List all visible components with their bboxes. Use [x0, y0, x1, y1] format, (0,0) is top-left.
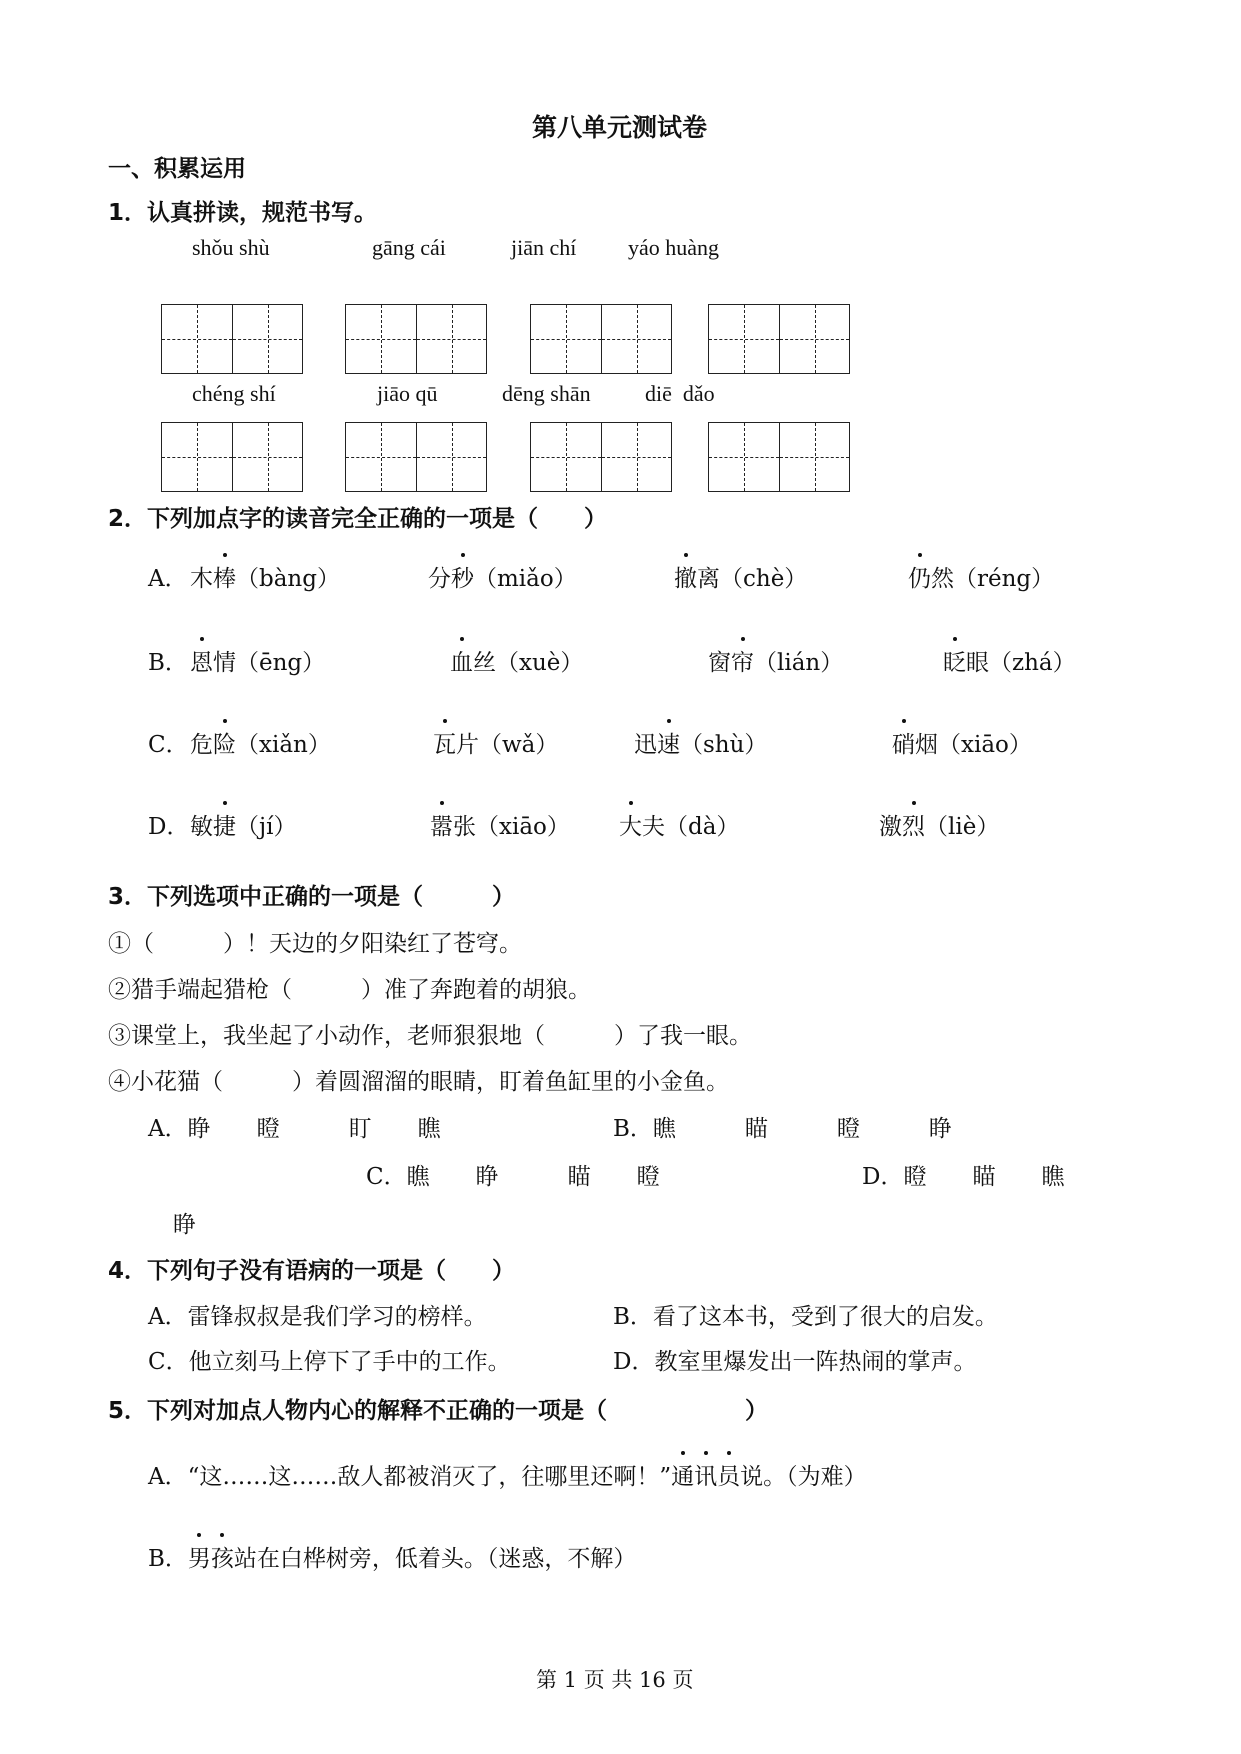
q3-line-1: ①（ ）！天边的夕阳染红了苍穹。 [108, 931, 522, 957]
q2-word-item [708, 644, 843, 677]
pinyin-3: jiān chí [511, 235, 577, 260]
q2-word-item [190, 808, 297, 841]
pinyin-annotation: （shù） [680, 732, 768, 758]
pinyin-annotation: （miǎo） [474, 566, 577, 592]
word-char: 烟 [915, 732, 938, 758]
q2-word-item [433, 726, 558, 759]
word-char: 然 [931, 566, 954, 592]
dotted-char: 嚣 [430, 808, 453, 841]
dotted-char: 血 [450, 644, 473, 677]
writing-grid-6[interactable] [345, 422, 487, 492]
pinyin-annotation: （jí） [236, 814, 297, 840]
writing-grid-4[interactable] [708, 304, 850, 374]
writing-grid-5[interactable] [161, 422, 303, 492]
pinyin-annotation: （xiāo） [938, 732, 1032, 758]
pinyin-8: diē dǎo [645, 381, 715, 406]
dotted-char: 帘 [731, 644, 754, 677]
dotted-char: 捷 [213, 808, 236, 841]
question-3-stem: 3．下列选项中正确的一项是（ ） [108, 884, 516, 910]
q3-line-4: ④小花猫（ ）着圆溜溜的眼睛，盯着鱼缸里的小金鱼。 [108, 1069, 729, 1095]
writing-grid-1[interactable] [161, 304, 303, 374]
pinyin-7: dēng shān [502, 381, 591, 406]
dotted-char: 孩 [211, 1540, 234, 1573]
q3-option-d[interactable]: D．瞪 瞄 瞧 [862, 1164, 1065, 1190]
word-char: 敏 [190, 814, 213, 840]
dotted-char: 烈 [902, 808, 925, 841]
q2-word-item [430, 808, 570, 841]
q2-option-label[interactable]: B． [148, 650, 188, 676]
q5-b-suffix: 站在白桦树旁，低着头。（迷惑，不解） [233, 1546, 637, 1572]
pinyin-annotation: （zhá） [989, 650, 1076, 676]
q2-word-item [619, 808, 739, 841]
q2-word-item [908, 560, 1054, 593]
q3-option-b[interactable]: B．瞧 瞄 瞪 睁 [613, 1116, 952, 1142]
q5-a-suffix: 说。（为难） [740, 1464, 867, 1490]
dotted-char: 瓦 [433, 726, 456, 759]
q3-option-a[interactable]: A．睁 瞪 盯 瞧 [148, 1116, 441, 1142]
pinyin-annotation: （dà） [665, 814, 740, 840]
dotted-char: 硝 [892, 726, 915, 759]
pinyin-annotation: （wǎ） [479, 732, 559, 758]
q2-word-item [190, 726, 331, 759]
writing-grid-2[interactable] [345, 304, 487, 374]
word-char: 夫 [642, 814, 665, 840]
dotted-char: 棒 [213, 560, 236, 593]
q2-option-label[interactable]: C． [148, 732, 189, 758]
word-char: 片 [456, 732, 479, 758]
word-char: 情 [213, 650, 236, 676]
section-heading: 一、积累运用 [108, 156, 246, 182]
pinyin-annotation: （lián） [754, 650, 844, 676]
writing-grid-3[interactable] [530, 304, 672, 374]
q4-option-b[interactable]: B．看了这本书，受到了很大的启发。 [613, 1304, 998, 1330]
pinyin-2: gāng cái [372, 235, 446, 260]
question-1-stem: 1．认真拼读，规范书写。 [108, 200, 378, 226]
pinyin-5: chéng shí [192, 381, 276, 406]
pinyin-annotation: （réng） [954, 566, 1055, 592]
word-char: 丝 [473, 650, 496, 676]
q3-option-d-wrap: 睁 [173, 1212, 196, 1238]
q2-word-item [450, 644, 583, 677]
dotted-char: 恩 [190, 644, 213, 677]
word-char: 迅 [634, 732, 657, 758]
q3-option-c[interactable]: C．瞧 睁 瞄 瞪 [366, 1164, 660, 1190]
q4-option-c[interactable]: C．他立刻马上停下了手中的工作。 [148, 1349, 511, 1375]
q2-option-label[interactable]: A． [148, 566, 188, 592]
pinyin-annotation: （liè） [925, 814, 1000, 840]
question-5-stem: 5．下列对加点人物内心的解释不正确的一项是（ ） [108, 1398, 769, 1424]
dotted-char: 速 [657, 726, 680, 759]
q4-option-d[interactable]: D．教室里爆发出一阵热闹的掌声。 [613, 1349, 977, 1375]
dotted-char: 通 [671, 1458, 694, 1491]
dotted-char: 眨 [943, 644, 966, 677]
q5-option-b[interactable] [148, 1540, 636, 1573]
pinyin-1: shǒu shù [192, 235, 270, 260]
writing-grid-8[interactable] [708, 422, 850, 492]
pinyin-6: jiāo qū [377, 381, 438, 406]
q5-option-a[interactable] [148, 1458, 867, 1491]
q2-word-item [428, 560, 577, 593]
q5-b-label: B． [148, 1546, 188, 1572]
dotted-char: 秒 [451, 560, 474, 593]
question-4-stem: 4．下列句子没有语病的一项是（ ） [108, 1258, 516, 1284]
dotted-char: 大 [619, 808, 642, 841]
word-char: 离 [697, 566, 720, 592]
q2-word-item [190, 644, 325, 677]
q4-option-a[interactable]: A．雷锋叔叔是我们学习的榜样。 [148, 1304, 487, 1330]
page-title: 第八单元测试卷 [532, 113, 708, 142]
word-char: 木 [190, 566, 213, 592]
writing-grid-7[interactable] [530, 422, 672, 492]
q2-word-item [634, 726, 767, 759]
q2-word-item [190, 560, 340, 593]
dotted-char: 险 [213, 726, 236, 759]
q3-line-2: ②猎手端起猎枪（ ）准了奔跑着的胡狼。 [108, 977, 591, 1003]
q5-a-prefix: A．“这……这……敌人都被消灭了，往哪里还啊！” [148, 1464, 672, 1490]
q2-word-item [879, 808, 999, 841]
pinyin-annotation: （chè） [720, 566, 808, 592]
dotted-char: 员 [717, 1458, 740, 1491]
word-char: 分 [428, 566, 451, 592]
pinyin-annotation: （xiǎn） [236, 732, 331, 758]
pinyin-annotation: （bàng） [236, 566, 340, 592]
word-char: 危 [190, 732, 213, 758]
q2-word-item [674, 560, 807, 593]
word-char: 张 [453, 814, 476, 840]
q3-line-3: ③课堂上，我坐起了小动作，老师狠狠地（ ）了我一眼。 [108, 1023, 752, 1049]
pinyin-annotation: （xuè） [496, 650, 584, 676]
pinyin-annotation: （xiāo） [476, 814, 570, 840]
q2-option-label[interactable]: D． [148, 814, 190, 840]
word-char: 眼 [966, 650, 989, 676]
dotted-char: 仍 [908, 560, 931, 593]
dotted-char: 男 [188, 1540, 211, 1573]
dotted-char: 撤 [674, 560, 697, 593]
pinyin-4: yáo huàng [628, 235, 720, 260]
q2-word-item [892, 726, 1032, 759]
question-2-stem: 2．下列加点字的读音完全正确的一项是（ ） [108, 506, 608, 532]
word-char: 激 [879, 814, 902, 840]
pinyin-annotation: （ēng） [236, 650, 326, 676]
page-footer: 第 1 页 共 16 页 [536, 1668, 694, 1692]
word-char: 窗 [708, 650, 731, 676]
dotted-char: 讯 [694, 1458, 717, 1491]
q2-word-item [943, 644, 1076, 677]
